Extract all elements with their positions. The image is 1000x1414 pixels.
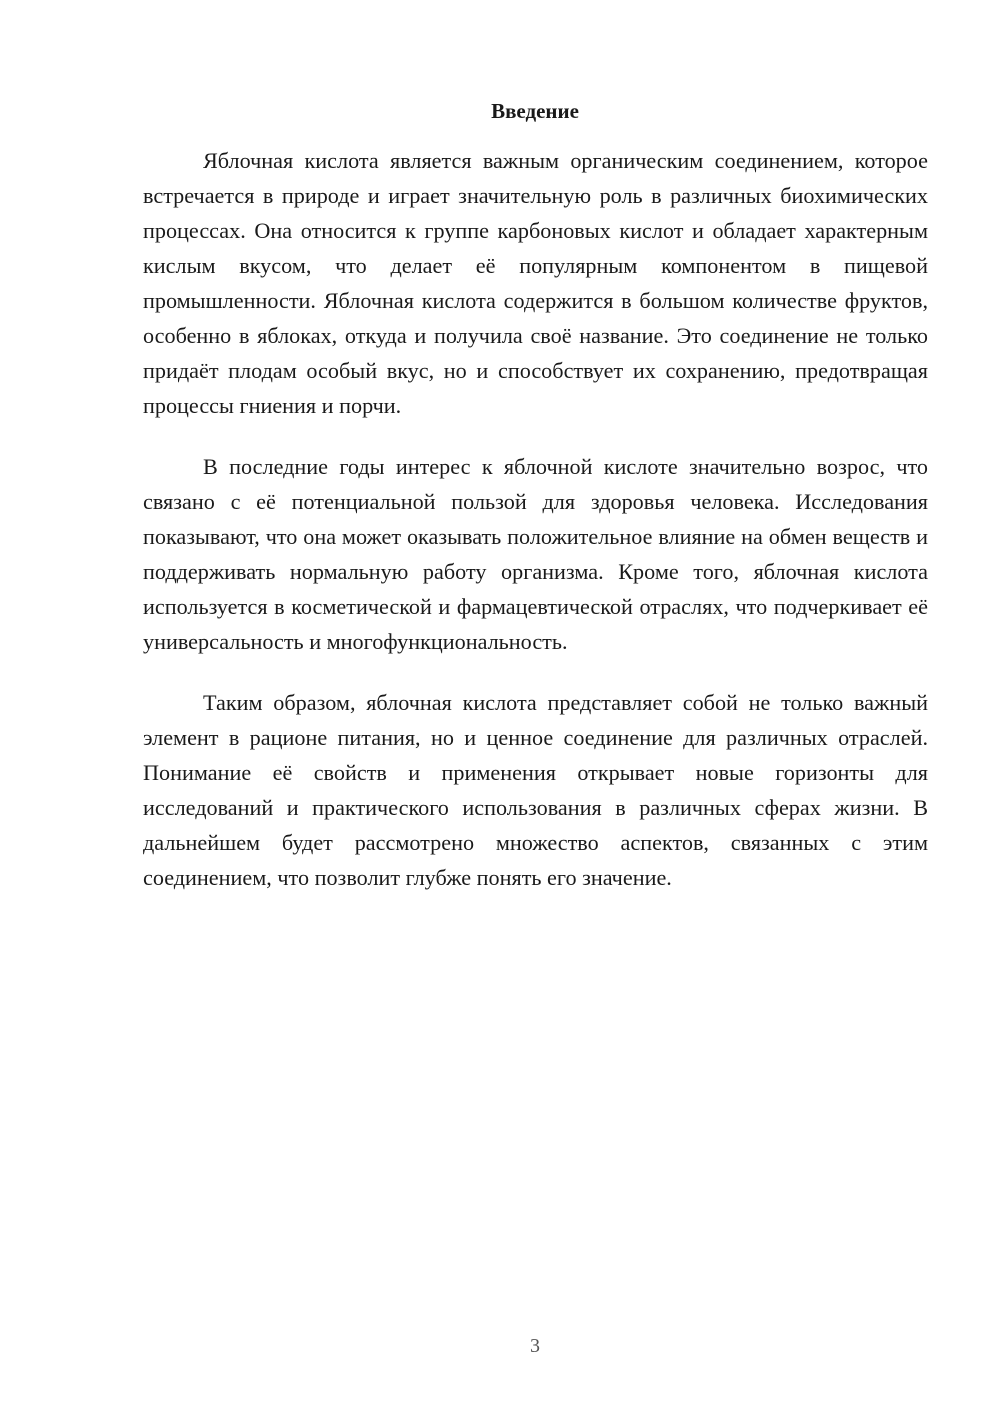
page-number: 3 <box>530 1335 540 1357</box>
paragraph-1: Яблочная кислота является важным органическим соединением, которое встречается в природе и играет значительную роль в различных биохимических процессах. Она относится к группе карбоновых кислот и обладает характерным кислым вкусом, что делает её популярным компонентом в пищевой промышленности. Яблочная кислота содержится в большом количестве фруктов, особенно в яблоках, откуда и получила своё название. Это соединение не только придаёт плодам особый вкус, но и способствует их сохранению, предотвращая процессы гниения и порчи. <box>143 148 928 418</box>
paragraph-2: В последние годы интерес к яблочной кислоте значительно возрос, что связано с её потенциальной пользой для здоровья человека. Исследования показывают, что она может оказывать положительное влияние на обмен веществ и поддерживать нормальную работу организма. Кроме того, яблочная кислота используется в косметической и фармацевтической отраслях, что подчеркивает её универсальность и многофункциональность. <box>143 454 928 654</box>
paragraph-3: Таким образом, яблочная кислота представляет собой не только важный элемент в рационе питания, но и ценное соединение для различных отраслей. Понимание её свойств и применения открывает новые горизонты для исследований и практического использования в различных сферах жизни. В дальнейшем будет рассмотрено множество аспектов, связанных с этим соединением, что позволит глубже понять его значение. <box>143 690 928 890</box>
body-text <box>143 143 928 921</box>
section-title: Введение <box>491 99 579 123</box>
